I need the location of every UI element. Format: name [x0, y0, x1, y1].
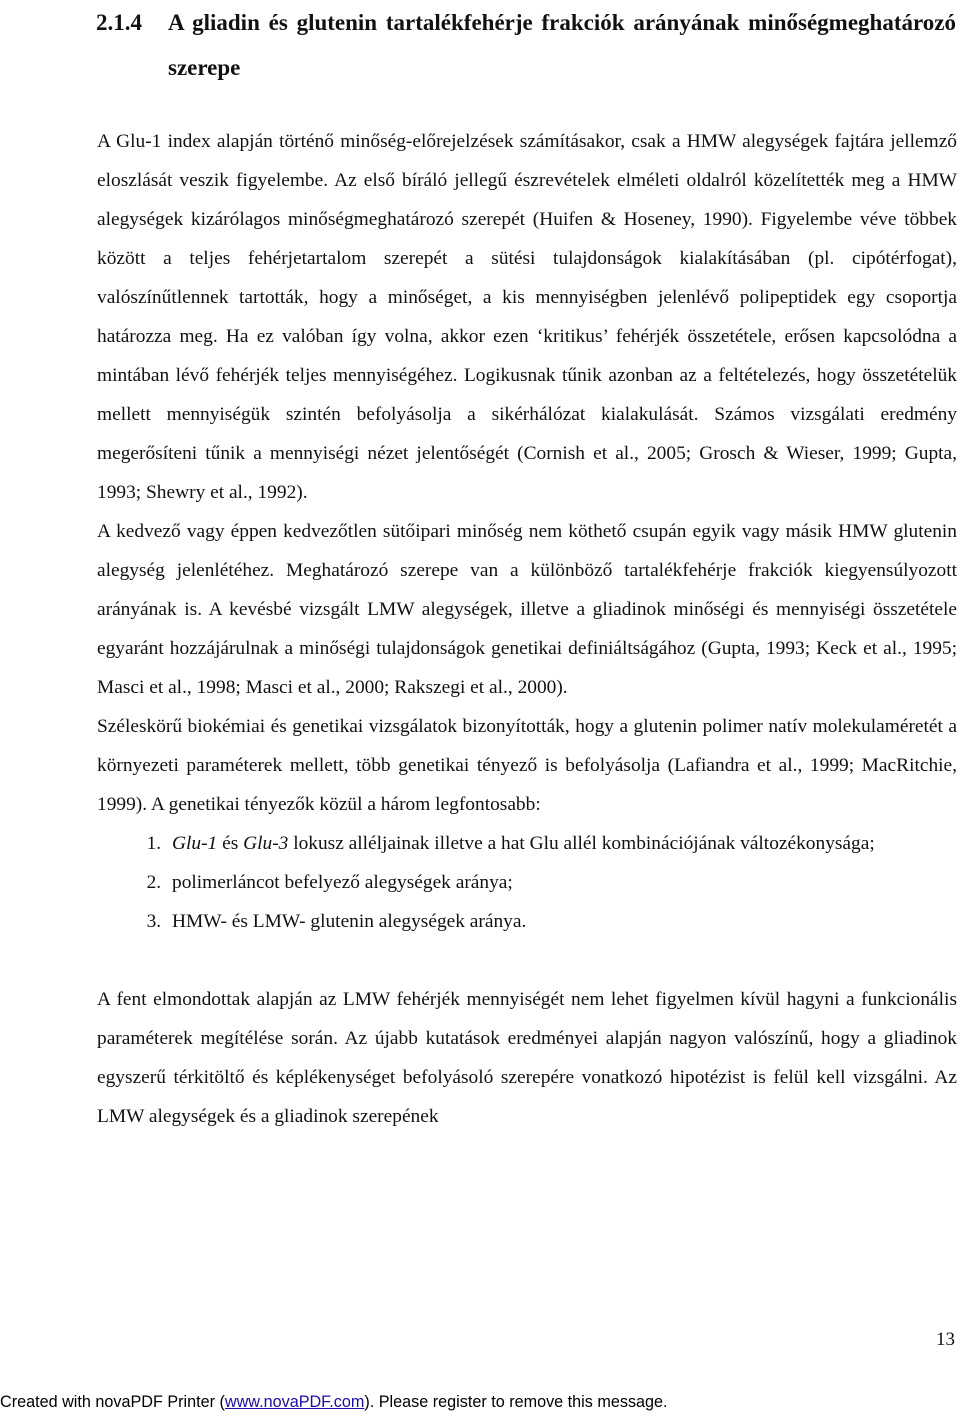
list-item: 1. Glu-1 és Glu-3 lokusz alléljainak illetve a hat Glu allél kombinációjának változékonysága; [166, 824, 957, 863]
section-title: A gliadin és glutenin tartalékfehérje frakciók arányának minőségmeghatározó szerepe [168, 10, 956, 80]
section-number: 2.1.4 [96, 10, 142, 35]
paragraph-1: A Glu-1 index alapján történő minőség-előrejelzések számításakor, csak a HMW alegységek fajtára jellemző eloszlását veszik figyelembe. Az első bíráló jellegű észrevételek elméleti oldalról közelítették meg a HMW alegységek kizárólagos minőségmeghatározó szerepét (Huifen & Hoseney, 1990). Figyelembe véve többek között a teljes fehérjetartalom szerepét a sütési tulajdonságok kialakításában (pl. cipótérfogat), valószínűtlennek tartották, hogy a minőséget, a kis mennyiségben jelenlévő polipeptidek egy csoportja határozza meg. Ha ez valóban így volna, akkor ezen ‘kritikus’ fehérjék összetétele, erősen kapcsolódna a mintában lévő fehérjék teljes mennyiségéhez. Logikusnak tűnik azonban az a feltételezés, hogy összetételük mellett mennyiségük szintén befolyásolja a sikérhálózat kialakulását. Számos vizsgálati eredmény megerősíteni tűnik a mennyiségi nézet jelentőségét (Cornish et al., 2005; Grosch & Wieser, 1999; Gupta, 1993; Shewry et al., 1992). [97, 131, 957, 503]
body-text [97, 122, 957, 1136]
paragraph-4: A fent elmondottak alapján az LMW fehérjék mennyiségét nem lehet figyelmen kívül hagyni a funkcionális paraméterek megítélése során. Az újabb kutatások eredményei alapján nagyon valószínű, hogy a gliadinok egyszerű térkitöltő és képlékenységet befolyásoló szerepére vonatkozó hipotézist is felül kell vizsgálni. Az LMW alegységek és a gliadinok szerepének [97, 989, 957, 1127]
factor-list [97, 824, 957, 941]
gene-name: Glu-1 [172, 833, 218, 854]
list-item: 2. polimerláncot befelyező alegységek aránya; [166, 863, 957, 902]
watermark-footer: Created with novaPDF Printer (www.novaPDF.com). Please register to remove this message. [0, 1393, 668, 1411]
page-number: 13 [936, 1329, 955, 1350]
paragraph-2: A kedvező vagy éppen kedvezőtlen sütőipari minőség nem köthető csupán egyik vagy másik HMW glutenin alegység jelenlétéhez. Meghatározó szerepe van a különböző tartalékfehérje frakciók kiegyensúlyozott arányának is. A kevésbé vizsgált LMW alegységek, illetve a gliadinok minőségi és mennyiségi összetétele egyaránt hozzájárulnak a minőségi tulajdonságok genetikai definiáltságához (Gupta, 1993; Keck et al., 1995; Masci et al., 1998; Masci et al., 2000; Rakszegi et al., 2000). [97, 521, 957, 698]
paragraph-3: Széleskörű biokémiai és genetikai vizsgálatok bizonyították, hogy a glutenin polimer natív molekulaméretét a környezeti paraméterek mellett, több genetikai tényező is befolyásolja (Lafiandra et al., 1999; MacRitchie, 1999). A genetikai tényezők közül a három legfontosabb: [97, 716, 957, 815]
novapdf-link[interactable]: www.novaPDF.com [224, 1393, 365, 1411]
spacer [97, 941, 957, 980]
gene-name: Glu-3 [243, 833, 289, 854]
section-heading [96, 0, 956, 90]
list-item: 3. HMW- és LMW- glutenin alegységek aránya. [166, 902, 957, 941]
